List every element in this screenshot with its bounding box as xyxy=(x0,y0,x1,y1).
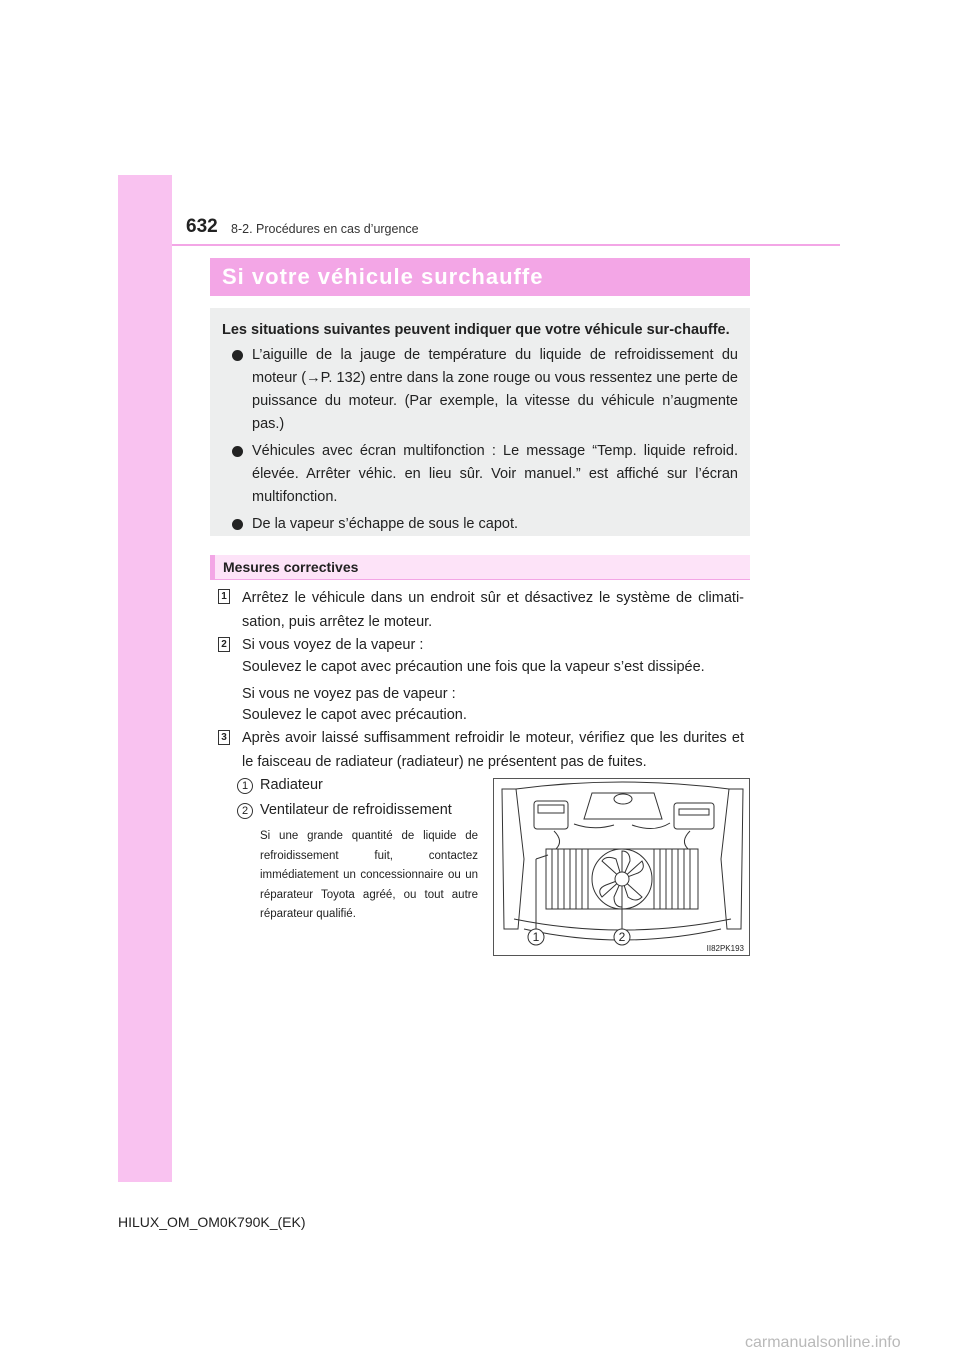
symptom-item: Véhicules avec écran multifonction : Le message “Temp. liquide refroid. élevée. Arrêter véhic. en lieu sûr. Voir manuel.” est affiché sur l’écran multifonction. xyxy=(222,440,738,509)
legend-radiator: Radiateur xyxy=(260,777,323,793)
figure-callout-2: 2 xyxy=(618,930,626,944)
symptoms-intro: Les situations suivantes peuvent indiquer que votre véhicule sur-chauffe. xyxy=(222,322,730,338)
header-rule xyxy=(172,244,840,246)
step-2-condition-steam: Si vous voyez de la vapeur : xyxy=(242,637,424,653)
engine-bay-drawing xyxy=(494,779,750,956)
legend-cooling-fan: Ventilateur de refroidissement xyxy=(260,802,452,818)
step-1-text: Arrêtez le véhicule dans un endroit sûr et désactivez le système de climati-sation, puis arrêtez le moteur. xyxy=(242,590,744,630)
step-number-2: 2 xyxy=(218,637,230,652)
manual-code-footer: HILUX_OM_OM0K790K_(EK) xyxy=(118,1214,306,1230)
legend-number-2: 2 xyxy=(237,803,253,819)
bullet-icon xyxy=(232,519,243,530)
bullet-icon xyxy=(232,350,243,361)
leak-note: Si une grande quantité de liquide de refroidissement fuit, contactez immédiatement un concessionnaire ou un réparateur Toyota agréé, ou tout autre réparateur qualifié. xyxy=(260,830,478,920)
breadcrumb: 8-2. Procédures en cas d’urgence xyxy=(231,222,419,236)
bullet-icon xyxy=(232,446,243,457)
step-number-3: 3 xyxy=(218,730,230,745)
symptom-item: De la vapeur s’échappe de sous le capot. xyxy=(222,513,738,536)
figure-callout-1: 1 xyxy=(532,930,540,944)
watermark: carmanualsonline.info xyxy=(745,1334,901,1351)
corrective-measures-heading: Mesures correctives xyxy=(210,555,750,580)
step-2-condition-no-steam: Si vous ne voyez pas de vapeur : xyxy=(242,686,456,702)
chapter-side-tab xyxy=(118,175,172,1182)
legend-number-1: 1 xyxy=(237,778,253,794)
symptom-item: L’aiguille de la jauge de température du liquide de refroidissement du moteur (→P. 132) entre dans la zone rouge ou vous ressentez une perte de puissance du moteur. (Par exemple, la vitesse du véhicule n’augmente pas.) xyxy=(222,344,738,436)
figure-code: II82PK193 xyxy=(706,944,744,953)
step-2-action-no-steam: Soulevez le capot avec précaution. xyxy=(242,707,467,723)
step-number-1: 1 xyxy=(218,589,230,604)
symptoms-box xyxy=(210,308,750,536)
page-title: Si votre véhicule surchauffe xyxy=(222,264,544,289)
page-number: 632 xyxy=(186,216,218,237)
engine-bay-illustration xyxy=(493,778,750,956)
section-title-bar xyxy=(210,258,750,296)
step-3-text: Après avoir laissé suffisamment refroidir le moteur, vérifiez que les durites et le faisceau de radiateur (radiateur) ne présentent pas de fuites. xyxy=(242,730,744,770)
step-2-action-steam: Soulevez le capot avec précaution une fois que la vapeur s’est dissipée. xyxy=(242,659,705,675)
